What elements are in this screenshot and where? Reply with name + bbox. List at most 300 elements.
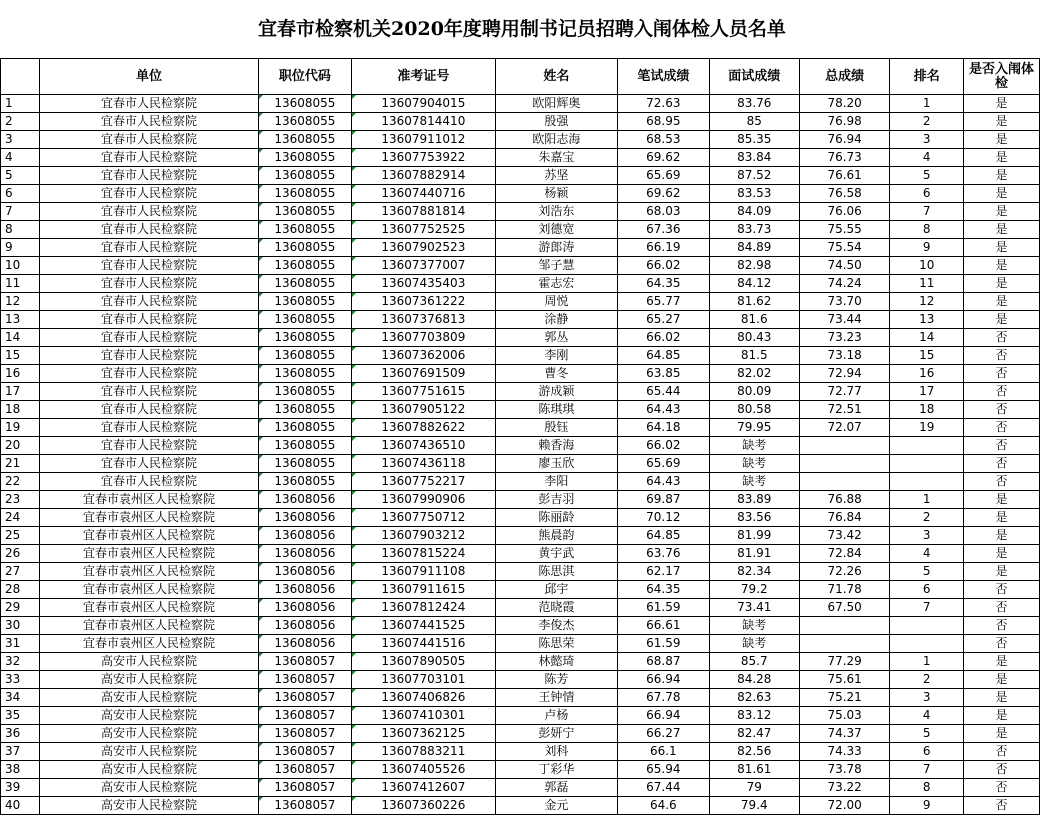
cell-index: 27 bbox=[1, 563, 40, 581]
cell-unit: 宜春市人民检察院 bbox=[40, 401, 258, 419]
cell-unit: 宜春市人民检察院 bbox=[40, 437, 258, 455]
cell-rank: 2 bbox=[890, 671, 964, 689]
cell-position-code: 13608056 bbox=[258, 545, 352, 563]
cell-interview-score: 84.09 bbox=[709, 203, 799, 221]
cell-index: 32 bbox=[1, 653, 40, 671]
cell-interview-score: 81.5 bbox=[709, 347, 799, 365]
cell-physical-exam: 是 bbox=[964, 113, 1040, 131]
cell-written-score: 66.61 bbox=[618, 617, 709, 635]
cell-exam-id: 13607405526 bbox=[352, 761, 495, 779]
cell-written-score: 69.62 bbox=[618, 149, 709, 167]
cell-physical-exam: 是 bbox=[964, 293, 1040, 311]
cell-rank: 2 bbox=[890, 113, 964, 131]
header-row bbox=[1, 59, 1040, 95]
cell-position-code: 13608055 bbox=[258, 239, 352, 257]
cell-physical-exam: 是 bbox=[964, 527, 1040, 545]
cell-written-score: 64.35 bbox=[618, 581, 709, 599]
cell-interview-score: 84.89 bbox=[709, 239, 799, 257]
cell-rank: 6 bbox=[890, 581, 964, 599]
cell-total-score: 75.61 bbox=[799, 671, 889, 689]
cell-position-code: 13608055 bbox=[258, 95, 352, 113]
cell-name: 苏坚 bbox=[495, 167, 618, 185]
cell-rank: 4 bbox=[890, 707, 964, 725]
cell-interview-score: 83.53 bbox=[709, 185, 799, 203]
col-header-written-score: 笔试成绩 bbox=[618, 59, 709, 95]
cell-interview-score: 79.2 bbox=[709, 581, 799, 599]
cell-physical-exam: 是 bbox=[964, 707, 1040, 725]
cell-name: 殷钰 bbox=[495, 419, 618, 437]
cell-physical-exam: 是 bbox=[964, 563, 1040, 581]
cell-unit: 宜春市人民检察院 bbox=[40, 149, 258, 167]
table-row bbox=[1, 653, 1040, 671]
cell-unit: 高安市人民检察院 bbox=[40, 743, 258, 761]
table-row bbox=[1, 473, 1040, 491]
cell-exam-id: 13607750712 bbox=[352, 509, 495, 527]
col-header-exam-id: 准考证号 bbox=[352, 59, 495, 95]
cell-name: 丁彩华 bbox=[495, 761, 618, 779]
cell-position-code: 13608055 bbox=[258, 437, 352, 455]
cell-position-code: 13608057 bbox=[258, 689, 352, 707]
cell-interview-score: 缺考 bbox=[709, 455, 799, 473]
cell-total-score: 73.42 bbox=[799, 527, 889, 545]
cell-name: 熊晨韵 bbox=[495, 527, 618, 545]
cell-unit: 高安市人民检察院 bbox=[40, 761, 258, 779]
cell-position-code: 13608055 bbox=[258, 311, 352, 329]
col-header-rank: 排名 bbox=[890, 59, 964, 95]
cell-position-code: 13608055 bbox=[258, 455, 352, 473]
cell-exam-id: 13607436118 bbox=[352, 455, 495, 473]
cell-physical-exam: 是 bbox=[964, 203, 1040, 221]
cell-total-score: 73.78 bbox=[799, 761, 889, 779]
cell-rank: 7 bbox=[890, 599, 964, 617]
cell-written-score: 63.85 bbox=[618, 365, 709, 383]
table-row bbox=[1, 293, 1040, 311]
cell-index: 24 bbox=[1, 509, 40, 527]
cell-physical-exam: 否 bbox=[964, 419, 1040, 437]
table-row bbox=[1, 725, 1040, 743]
cell-physical-exam: 否 bbox=[964, 779, 1040, 797]
cell-position-code: 13608056 bbox=[258, 491, 352, 509]
cell-name: 李刚 bbox=[495, 347, 618, 365]
cell-physical-exam: 是 bbox=[964, 239, 1040, 257]
cell-name: 李阳 bbox=[495, 473, 618, 491]
cell-rank: 3 bbox=[890, 689, 964, 707]
cell-written-score: 64.85 bbox=[618, 347, 709, 365]
cell-exam-id: 13607904015 bbox=[352, 95, 495, 113]
cell-exam-id: 13607990906 bbox=[352, 491, 495, 509]
cell-rank bbox=[890, 455, 964, 473]
cell-exam-id: 13607703101 bbox=[352, 671, 495, 689]
cell-name: 游郎涛 bbox=[495, 239, 618, 257]
cell-unit: 宜春市袁州区人民检察院 bbox=[40, 527, 258, 545]
cell-interview-score: 82.56 bbox=[709, 743, 799, 761]
cell-index: 10 bbox=[1, 257, 40, 275]
cell-name: 游成颖 bbox=[495, 383, 618, 401]
col-header-physical-exam: 是否入闱体检 bbox=[964, 59, 1040, 95]
cell-written-score: 65.44 bbox=[618, 383, 709, 401]
table-row bbox=[1, 275, 1040, 293]
cell-index: 36 bbox=[1, 725, 40, 743]
cell-total-score: 72.26 bbox=[799, 563, 889, 581]
cell-rank: 7 bbox=[890, 761, 964, 779]
table-row bbox=[1, 95, 1040, 113]
cell-exam-id: 13607361222 bbox=[352, 293, 495, 311]
cell-position-code: 13608055 bbox=[258, 113, 352, 131]
cell-interview-score: 83.89 bbox=[709, 491, 799, 509]
cell-total-score: 72.00 bbox=[799, 797, 889, 815]
cell-rank: 3 bbox=[890, 131, 964, 149]
cell-exam-id: 13607691509 bbox=[352, 365, 495, 383]
cell-index: 11 bbox=[1, 275, 40, 293]
cell-written-score: 69.62 bbox=[618, 185, 709, 203]
cell-unit: 宜春市袁州区人民检察院 bbox=[40, 491, 258, 509]
cell-physical-exam: 否 bbox=[964, 473, 1040, 491]
cell-position-code: 13608055 bbox=[258, 401, 352, 419]
cell-rank: 5 bbox=[890, 167, 964, 185]
table-row bbox=[1, 167, 1040, 185]
cell-interview-score: 缺考 bbox=[709, 635, 799, 653]
cell-written-score: 62.17 bbox=[618, 563, 709, 581]
cell-name: 陈芳 bbox=[495, 671, 618, 689]
cell-interview-score: 73.41 bbox=[709, 599, 799, 617]
cell-name: 王钟情 bbox=[495, 689, 618, 707]
cell-physical-exam: 是 bbox=[964, 131, 1040, 149]
cell-rank: 9 bbox=[890, 797, 964, 815]
cell-position-code: 13608056 bbox=[258, 617, 352, 635]
cell-interview-score: 81.91 bbox=[709, 545, 799, 563]
cell-interview-score: 83.84 bbox=[709, 149, 799, 167]
cell-interview-score: 82.47 bbox=[709, 725, 799, 743]
cell-written-score: 68.53 bbox=[618, 131, 709, 149]
cell-name: 林懿琦 bbox=[495, 653, 618, 671]
cell-unit: 宜春市人民检察院 bbox=[40, 329, 258, 347]
cell-exam-id: 13607890505 bbox=[352, 653, 495, 671]
col-header-unit: 单位 bbox=[40, 59, 258, 95]
cell-rank: 8 bbox=[890, 779, 964, 797]
cell-total-score: 76.58 bbox=[799, 185, 889, 203]
cell-written-score: 66.1 bbox=[618, 743, 709, 761]
cell-rank bbox=[890, 617, 964, 635]
cell-written-score: 69.87 bbox=[618, 491, 709, 509]
cell-position-code: 13608055 bbox=[258, 329, 352, 347]
cell-index: 14 bbox=[1, 329, 40, 347]
cell-index: 37 bbox=[1, 743, 40, 761]
cell-total-score: 71.78 bbox=[799, 581, 889, 599]
cell-exam-id: 13607814410 bbox=[352, 113, 495, 131]
cell-written-score: 66.94 bbox=[618, 671, 709, 689]
cell-index: 20 bbox=[1, 437, 40, 455]
table-row bbox=[1, 797, 1040, 815]
cell-position-code: 13608057 bbox=[258, 725, 352, 743]
cell-total-score: 74.50 bbox=[799, 257, 889, 275]
cell-written-score: 65.77 bbox=[618, 293, 709, 311]
cell-position-code: 13608056 bbox=[258, 563, 352, 581]
cell-interview-score: 83.56 bbox=[709, 509, 799, 527]
cell-index: 2 bbox=[1, 113, 40, 131]
cell-rank: 14 bbox=[890, 329, 964, 347]
cell-physical-exam: 是 bbox=[964, 725, 1040, 743]
cell-unit: 高安市人民检察院 bbox=[40, 779, 258, 797]
cell-exam-id: 13607812424 bbox=[352, 599, 495, 617]
col-header-name: 姓名 bbox=[495, 59, 618, 95]
cell-physical-exam: 是 bbox=[964, 491, 1040, 509]
cell-interview-score: 81.6 bbox=[709, 311, 799, 329]
cell-position-code: 13608057 bbox=[258, 779, 352, 797]
cell-rank: 10 bbox=[890, 257, 964, 275]
cell-position-code: 13608056 bbox=[258, 509, 352, 527]
table-row bbox=[1, 383, 1040, 401]
cell-written-score: 61.59 bbox=[618, 599, 709, 617]
cell-physical-exam: 是 bbox=[964, 149, 1040, 167]
cell-unit: 高安市人民检察院 bbox=[40, 671, 258, 689]
col-header-position-code: 职位代码 bbox=[258, 59, 352, 95]
cell-physical-exam: 否 bbox=[964, 581, 1040, 599]
cell-rank bbox=[890, 437, 964, 455]
cell-interview-score: 缺考 bbox=[709, 617, 799, 635]
cell-name: 刘浩东 bbox=[495, 203, 618, 221]
cell-exam-id: 13607362125 bbox=[352, 725, 495, 743]
cell-position-code: 13608055 bbox=[258, 419, 352, 437]
cell-total-score: 72.84 bbox=[799, 545, 889, 563]
cell-name: 欧阳志海 bbox=[495, 131, 618, 149]
cell-rank: 3 bbox=[890, 527, 964, 545]
cell-position-code: 13608056 bbox=[258, 635, 352, 653]
cell-unit: 高安市人民检察院 bbox=[40, 725, 258, 743]
table-row bbox=[1, 311, 1040, 329]
cell-index: 15 bbox=[1, 347, 40, 365]
cell-position-code: 13608055 bbox=[258, 275, 352, 293]
cell-position-code: 13608057 bbox=[258, 653, 352, 671]
cell-written-score: 64.85 bbox=[618, 527, 709, 545]
table-row bbox=[1, 509, 1040, 527]
cell-unit: 宜春市人民检察院 bbox=[40, 257, 258, 275]
cell-name: 邹子慧 bbox=[495, 257, 618, 275]
cell-rank: 9 bbox=[890, 239, 964, 257]
cell-rank: 5 bbox=[890, 563, 964, 581]
cell-total-score: 77.29 bbox=[799, 653, 889, 671]
cell-total-score: 73.22 bbox=[799, 779, 889, 797]
table-row bbox=[1, 401, 1040, 419]
table-row bbox=[1, 185, 1040, 203]
cell-interview-score: 80.09 bbox=[709, 383, 799, 401]
cell-written-score: 66.02 bbox=[618, 437, 709, 455]
cell-position-code: 13608055 bbox=[258, 257, 352, 275]
cell-position-code: 13608055 bbox=[258, 347, 352, 365]
cell-name: 杨颖 bbox=[495, 185, 618, 203]
cell-name: 陈丽龄 bbox=[495, 509, 618, 527]
cell-interview-score: 81.99 bbox=[709, 527, 799, 545]
cell-interview-score: 83.76 bbox=[709, 95, 799, 113]
cell-index: 7 bbox=[1, 203, 40, 221]
cell-index: 35 bbox=[1, 707, 40, 725]
cell-name: 周悦 bbox=[495, 293, 618, 311]
cell-unit: 宜春市人民检察院 bbox=[40, 131, 258, 149]
cell-interview-score: 缺考 bbox=[709, 437, 799, 455]
cell-rank: 1 bbox=[890, 653, 964, 671]
cell-interview-score: 81.61 bbox=[709, 761, 799, 779]
cell-exam-id: 13607911615 bbox=[352, 581, 495, 599]
cell-exam-id: 13607753922 bbox=[352, 149, 495, 167]
cell-physical-exam: 是 bbox=[964, 689, 1040, 707]
cell-physical-exam: 否 bbox=[964, 599, 1040, 617]
cell-unit: 宜春市人民检察院 bbox=[40, 221, 258, 239]
cell-written-score: 68.95 bbox=[618, 113, 709, 131]
cell-written-score: 65.94 bbox=[618, 761, 709, 779]
cell-physical-exam: 是 bbox=[964, 275, 1040, 293]
cell-exam-id: 13607751615 bbox=[352, 383, 495, 401]
cell-index: 12 bbox=[1, 293, 40, 311]
cell-physical-exam: 否 bbox=[964, 761, 1040, 779]
cell-physical-exam: 是 bbox=[964, 671, 1040, 689]
cell-position-code: 13608056 bbox=[258, 527, 352, 545]
cell-written-score: 61.59 bbox=[618, 635, 709, 653]
cell-name: 曹冬 bbox=[495, 365, 618, 383]
cell-physical-exam: 否 bbox=[964, 743, 1040, 761]
cell-total-score: 74.37 bbox=[799, 725, 889, 743]
cell-written-score: 65.69 bbox=[618, 455, 709, 473]
cell-unit: 宜春市袁州区人民检察院 bbox=[40, 617, 258, 635]
cell-unit: 高安市人民检察院 bbox=[40, 689, 258, 707]
cell-rank: 17 bbox=[890, 383, 964, 401]
cell-name: 廖玉欣 bbox=[495, 455, 618, 473]
cell-exam-id: 13607406826 bbox=[352, 689, 495, 707]
table-row bbox=[1, 365, 1040, 383]
cell-name: 陈琪琪 bbox=[495, 401, 618, 419]
table-row bbox=[1, 437, 1040, 455]
cell-name: 郭磊 bbox=[495, 779, 618, 797]
cell-rank: 18 bbox=[890, 401, 964, 419]
cell-unit: 宜春市袁州区人民检察院 bbox=[40, 563, 258, 581]
cell-interview-score: 82.02 bbox=[709, 365, 799, 383]
cell-name: 郭丛 bbox=[495, 329, 618, 347]
table-row bbox=[1, 635, 1040, 653]
table-row bbox=[1, 761, 1040, 779]
cell-physical-exam: 否 bbox=[964, 797, 1040, 815]
col-header-interview-score: 面试成绩 bbox=[709, 59, 799, 95]
cell-physical-exam: 是 bbox=[964, 653, 1040, 671]
cell-exam-id: 13607905122 bbox=[352, 401, 495, 419]
cell-physical-exam: 是 bbox=[964, 167, 1040, 185]
table-row bbox=[1, 491, 1040, 509]
cell-name: 刘科 bbox=[495, 743, 618, 761]
cell-index: 29 bbox=[1, 599, 40, 617]
table-row bbox=[1, 743, 1040, 761]
table-row bbox=[1, 113, 1040, 131]
cell-index: 3 bbox=[1, 131, 40, 149]
cell-written-score: 66.02 bbox=[618, 257, 709, 275]
cell-written-score: 67.78 bbox=[618, 689, 709, 707]
cell-unit: 宜春市人民检察院 bbox=[40, 275, 258, 293]
cell-rank bbox=[890, 635, 964, 653]
cell-exam-id: 13607703809 bbox=[352, 329, 495, 347]
cell-index: 21 bbox=[1, 455, 40, 473]
cell-name: 彭妍宁 bbox=[495, 725, 618, 743]
cell-exam-id: 13607440716 bbox=[352, 185, 495, 203]
cell-exam-id: 13607911012 bbox=[352, 131, 495, 149]
cell-physical-exam: 否 bbox=[964, 329, 1040, 347]
cell-exam-id: 13607410301 bbox=[352, 707, 495, 725]
cell-position-code: 13608056 bbox=[258, 599, 352, 617]
cell-rank: 1 bbox=[890, 95, 964, 113]
cell-written-score: 67.44 bbox=[618, 779, 709, 797]
cell-exam-id: 13607360226 bbox=[352, 797, 495, 815]
cell-index: 28 bbox=[1, 581, 40, 599]
cell-physical-exam: 是 bbox=[964, 185, 1040, 203]
cell-interview-score: 79.4 bbox=[709, 797, 799, 815]
cell-name: 涂静 bbox=[495, 311, 618, 329]
cell-unit: 宜春市人民检察院 bbox=[40, 347, 258, 365]
cell-position-code: 13608057 bbox=[258, 797, 352, 815]
cell-total-score: 72.94 bbox=[799, 365, 889, 383]
cell-total-score bbox=[799, 437, 889, 455]
cell-physical-exam: 否 bbox=[964, 383, 1040, 401]
cell-written-score: 66.27 bbox=[618, 725, 709, 743]
cell-total-score: 76.06 bbox=[799, 203, 889, 221]
cell-rank: 4 bbox=[890, 149, 964, 167]
cell-interview-score: 82.34 bbox=[709, 563, 799, 581]
cell-index: 8 bbox=[1, 221, 40, 239]
cell-unit: 宜春市人民检察院 bbox=[40, 455, 258, 473]
table-row bbox=[1, 455, 1040, 473]
cell-rank: 13 bbox=[890, 311, 964, 329]
cell-exam-id: 13607435403 bbox=[352, 275, 495, 293]
cell-total-score bbox=[799, 473, 889, 491]
cell-position-code: 13608057 bbox=[258, 671, 352, 689]
cell-position-code: 13608055 bbox=[258, 203, 352, 221]
cell-exam-id: 13607376813 bbox=[352, 311, 495, 329]
cell-unit: 宜春市人民检察院 bbox=[40, 293, 258, 311]
cell-physical-exam: 否 bbox=[964, 455, 1040, 473]
cell-index: 18 bbox=[1, 401, 40, 419]
cell-total-score: 74.33 bbox=[799, 743, 889, 761]
cell-written-score: 66.02 bbox=[618, 329, 709, 347]
cell-physical-exam: 否 bbox=[964, 437, 1040, 455]
cell-rank: 19 bbox=[890, 419, 964, 437]
cell-unit: 宜春市人民检察院 bbox=[40, 167, 258, 185]
cell-position-code: 13608055 bbox=[258, 131, 352, 149]
cell-physical-exam: 是 bbox=[964, 509, 1040, 527]
cell-rank: 5 bbox=[890, 725, 964, 743]
candidate-table bbox=[0, 58, 1040, 815]
table-row bbox=[1, 419, 1040, 437]
cell-total-score bbox=[799, 455, 889, 473]
cell-total-score: 72.51 bbox=[799, 401, 889, 419]
cell-rank: 7 bbox=[890, 203, 964, 221]
table-row bbox=[1, 149, 1040, 167]
cell-position-code: 13608055 bbox=[258, 473, 352, 491]
cell-index: 39 bbox=[1, 779, 40, 797]
cell-total-score bbox=[799, 635, 889, 653]
cell-unit: 宜春市袁州区人民检察院 bbox=[40, 509, 258, 527]
cell-index: 1 bbox=[1, 95, 40, 113]
cell-unit: 宜春市人民检察院 bbox=[40, 383, 258, 401]
cell-unit: 宜春市人民检察院 bbox=[40, 113, 258, 131]
cell-interview-score: 87.52 bbox=[709, 167, 799, 185]
cell-name: 赖香海 bbox=[495, 437, 618, 455]
table-row bbox=[1, 203, 1040, 221]
cell-rank: 15 bbox=[890, 347, 964, 365]
cell-unit: 高安市人民检察院 bbox=[40, 653, 258, 671]
cell-total-score: 67.50 bbox=[799, 599, 889, 617]
cell-total-score: 76.88 bbox=[799, 491, 889, 509]
cell-position-code: 13608055 bbox=[258, 185, 352, 203]
cell-name: 金元 bbox=[495, 797, 618, 815]
table-row bbox=[1, 689, 1040, 707]
cell-written-score: 72.63 bbox=[618, 95, 709, 113]
cell-name: 陈思荣 bbox=[495, 635, 618, 653]
cell-exam-id: 13607362006 bbox=[352, 347, 495, 365]
cell-position-code: 13608055 bbox=[258, 365, 352, 383]
